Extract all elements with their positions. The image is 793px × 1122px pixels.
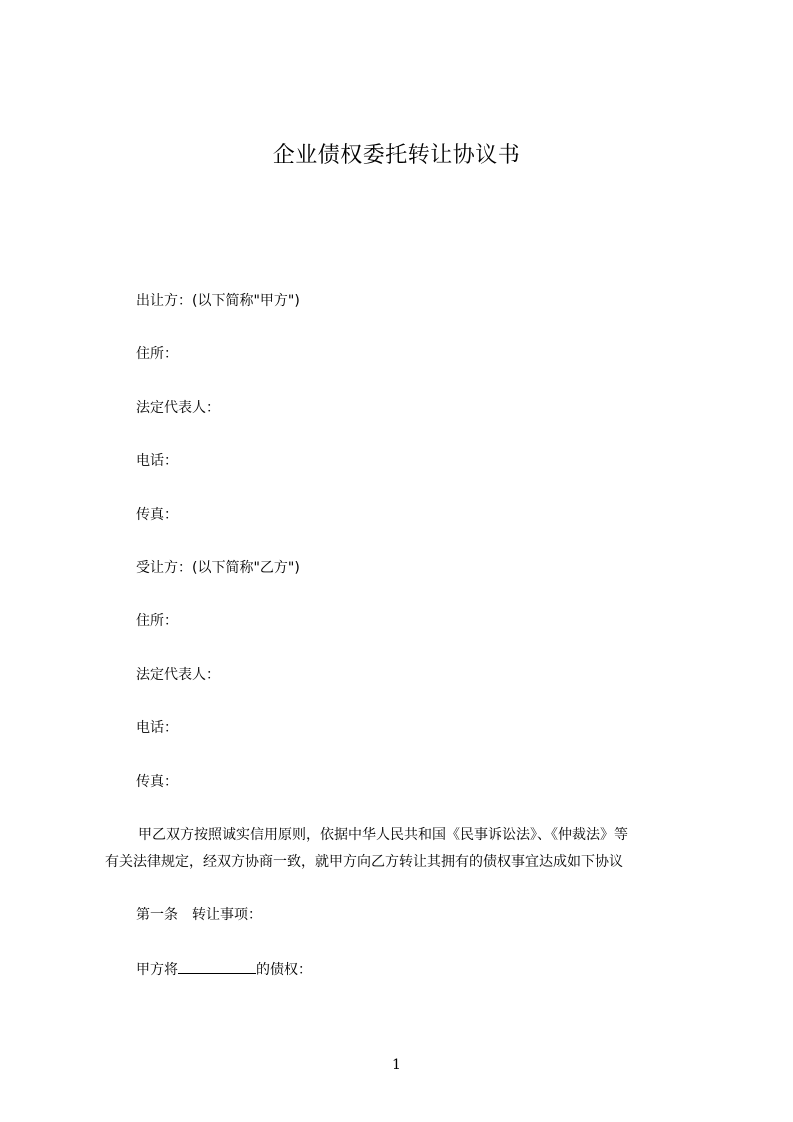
article-1-text-after: 的债权： [256,962,312,978]
fill-in-blank [178,959,256,974]
transferor-address: 住所： [136,346,178,362]
article-1-heading: 第一条 转让事项： [136,907,262,923]
transferee-phone: 电话： [136,720,178,736]
preamble-line-1: 甲乙双方按照诚实信用原则，依据中华人民共和国《民事诉讼法》、《仲裁法》等 [138,827,628,843]
article-1-text-before: 甲方将 [136,962,178,978]
page-number: 1 [392,1057,401,1073]
document-title: 企业债权委托转让协议书 [272,143,521,168]
transferor-phone: 电话： [136,453,178,469]
transferor-legal-rep: 法定代表人： [136,400,220,416]
transferee-legal-rep: 法定代表人： [136,667,220,683]
preamble-line-2: 有关法律规定，经双方协商一致，就甲方向乙方转让其拥有的债权事宜达成如下协议 [105,854,623,870]
transferor-label: 出让方：(以下简称"甲方") [136,293,300,309]
transferor-fax: 传真： [136,507,178,523]
transferee-label: 受让方：(以下简称"乙方") [136,560,300,576]
transferee-fax: 传真： [136,774,178,790]
article-1-text [136,959,312,980]
transferee-address: 住所： [136,613,178,629]
